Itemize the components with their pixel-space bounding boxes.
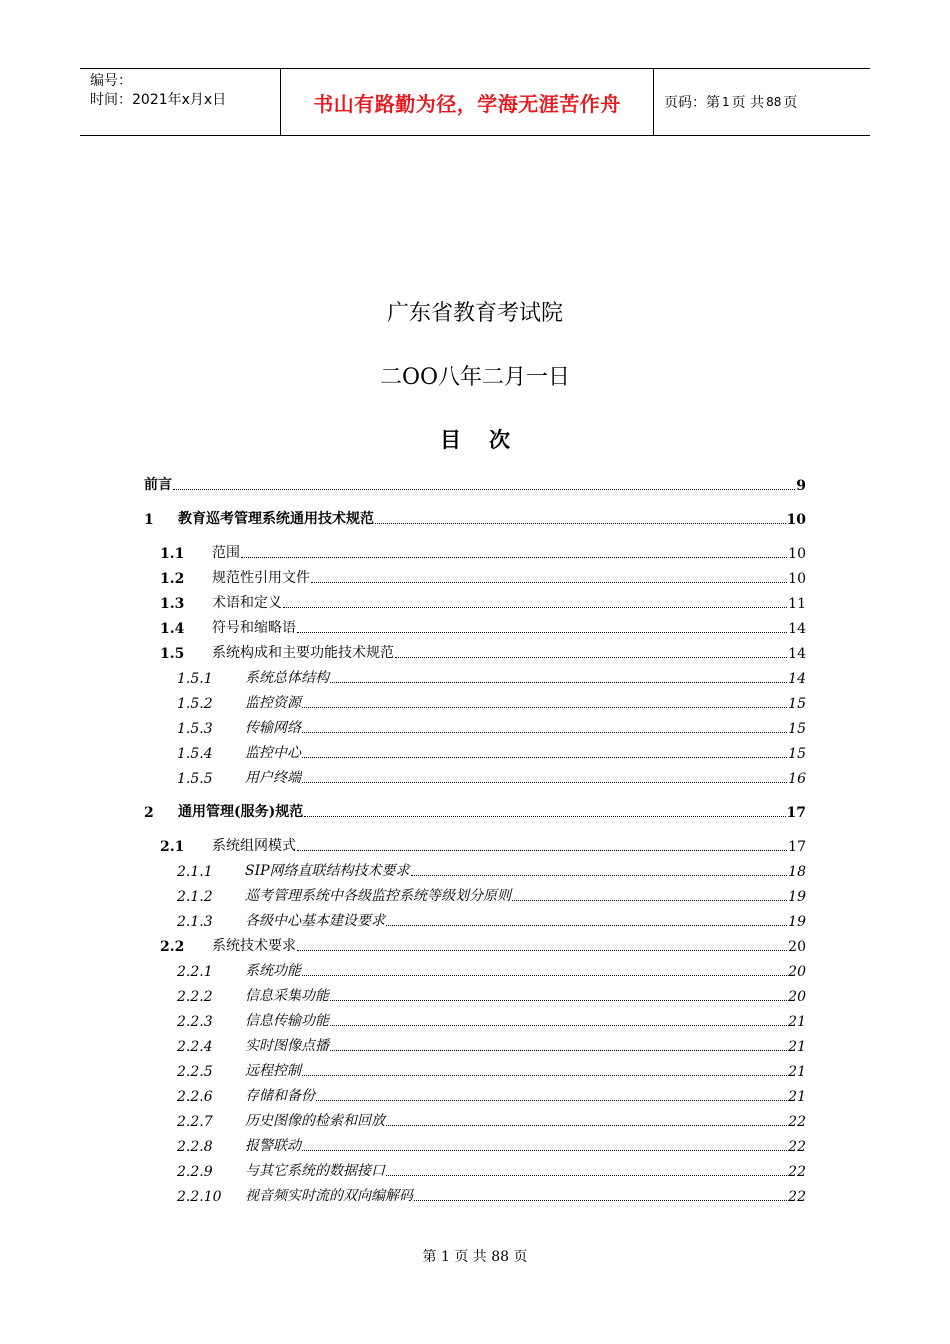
toc-entry-page: 10 — [788, 546, 806, 562]
toc-dot-leader — [283, 606, 787, 608]
toc-entry[interactable] — [144, 910, 806, 930]
toc-entry-page: 15 — [788, 721, 806, 737]
toc-entry-title: 术语和定义 — [212, 595, 282, 611]
toc-entry-title: 通用管理(服务)规范 — [178, 804, 304, 820]
toc-entry-title: 巡考管理系统中各级监控系统等级划分原则 — [245, 888, 511, 904]
header-time-label: 时间：2021年x月x日 — [90, 92, 227, 108]
toc-entry-number: 2.2 — [160, 939, 185, 955]
toc-dot-leader — [411, 874, 788, 876]
toc-entry-title: 系统构成和主要功能技术规范 — [212, 645, 394, 661]
toc-entry-page: 20 — [788, 964, 806, 980]
toc-dot-leader — [311, 581, 787, 583]
toc-entry-number: 2.2.5 — [177, 1064, 213, 1080]
toc-entry-title: 用户终端 — [245, 770, 301, 786]
footer-current: 1 — [440, 1249, 450, 1265]
toc-entry-number: 1.5 — [160, 646, 185, 662]
toc-dot-leader — [304, 815, 785, 817]
toc-dot-leader — [512, 899, 787, 901]
toc-entry-page: 14 — [788, 646, 806, 662]
toc-title — [0, 424, 950, 454]
toc-entry[interactable] — [144, 985, 806, 1005]
toc-entry-number: 1.5.4 — [177, 746, 213, 762]
toc-entry-page: 17 — [786, 805, 806, 821]
toc-entry-title: SIP网络直联结构技术要求 — [245, 863, 410, 879]
toc-entry-title: 系统组网模式 — [212, 838, 296, 854]
toc-entry-page: 19 — [788, 914, 806, 930]
document-date: 二OO八年二月一日 — [379, 365, 571, 390]
toc-entry[interactable] — [144, 860, 806, 880]
toc-title-a: 目 — [440, 427, 461, 452]
toc-dot-leader — [173, 488, 795, 490]
toc-entry[interactable] — [144, 960, 806, 980]
toc-entry[interactable] — [144, 1135, 806, 1155]
toc-dot-leader — [302, 781, 787, 783]
toc-entry-number: 2.2.3 — [177, 1014, 213, 1030]
toc-entry[interactable] — [144, 717, 806, 737]
toc-entry-title: 规范性引用文件 — [212, 570, 310, 586]
toc-title-b: 次 — [489, 427, 510, 452]
toc-entry-title: 监控中心 — [245, 745, 301, 761]
organization-name: 广东省教育考试院 — [386, 301, 563, 326]
footer-suffix: 页 — [513, 1249, 528, 1265]
toc-entry-page: 14 — [788, 671, 806, 687]
toc-entry-page: 21 — [788, 1014, 806, 1030]
toc-entry-page: 18 — [788, 864, 806, 880]
toc-entry[interactable] — [144, 1010, 806, 1030]
toc-dot-leader — [302, 1149, 787, 1151]
toc-entry[interactable] — [144, 542, 806, 562]
page-header — [80, 68, 870, 136]
toc-entry-page: 19 — [788, 889, 806, 905]
toc-entry-number: 2 — [144, 805, 154, 821]
toc-entry-title: 系统技术要求 — [212, 938, 296, 954]
toc-entry-number: 2.2.2 — [177, 989, 213, 1005]
footer-mid: 页 共 — [454, 1249, 487, 1265]
toc-entry[interactable] — [144, 667, 806, 687]
toc-entry[interactable] — [144, 1060, 806, 1080]
toc-dot-leader — [330, 1024, 787, 1026]
toc-entry-page: 14 — [788, 621, 806, 637]
toc-entry-title: 范围 — [212, 545, 240, 561]
toc-entry-number: 2.2.10 — [177, 1189, 222, 1205]
page-footer — [0, 1246, 950, 1266]
toc-entry-title: 监控资源 — [245, 695, 301, 711]
toc-entry-title: 存储和备份 — [245, 1088, 315, 1104]
toc-entry-number: 2.2.6 — [177, 1089, 213, 1105]
toc-entry-page: 17 — [788, 839, 806, 855]
toc-entry-title: 各级中心基本建设要求 — [245, 913, 385, 929]
toc-entry[interactable] — [144, 767, 806, 787]
toc-entry-title: 信息传输功能 — [245, 1013, 329, 1029]
header-motto: 书山有路勤为径，学海无涯苦作舟 — [281, 69, 654, 135]
toc-entry-page: 22 — [788, 1164, 806, 1180]
toc-entry-number: 1 — [144, 512, 154, 528]
toc-dot-leader — [302, 731, 787, 733]
toc-entry[interactable] — [144, 885, 806, 905]
header-page-suffix: 页 — [783, 95, 798, 111]
toc-entry-title: 与其它系统的数据接口 — [245, 1163, 385, 1179]
toc-entry-page: 10 — [786, 512, 806, 528]
toc-entry-page: 9 — [796, 478, 806, 494]
toc-entry-title: 教育巡考管理系统通用技术规范 — [178, 511, 374, 527]
toc-entry-number: 2.1 — [160, 839, 185, 855]
toc-dot-leader — [302, 974, 787, 976]
header-page-prefix: 页码：第 — [664, 95, 720, 111]
toc-entry-page: 22 — [788, 1139, 806, 1155]
toc-entry[interactable] — [144, 592, 806, 612]
toc-entry-title: 远程控制 — [245, 1063, 301, 1079]
toc-dot-leader — [302, 706, 787, 708]
toc-entry-page: 20 — [788, 939, 806, 955]
toc-entry-number: 1.5.1 — [177, 671, 213, 687]
toc-entry[interactable] — [144, 1035, 806, 1055]
toc-entry-number: 1.3 — [160, 596, 185, 612]
toc-dot-leader — [395, 656, 787, 658]
toc-entry-page: 22 — [788, 1114, 806, 1130]
toc-entry-title: 历史图像的检索和回放 — [245, 1113, 385, 1129]
toc-entry[interactable] — [144, 617, 806, 637]
toc-entry-title: 系统总体结构 — [245, 670, 329, 686]
toc-dot-leader — [297, 849, 787, 851]
header-page-total: 88 — [766, 95, 782, 109]
toc-dot-leader — [414, 1199, 787, 1201]
toc-entry-number: 2.2.8 — [177, 1139, 213, 1155]
toc-entry-page: 15 — [788, 696, 806, 712]
footer-prefix: 第 — [422, 1249, 437, 1265]
toc-entry-title: 实时图像点播 — [245, 1038, 329, 1054]
toc-dot-leader — [302, 1074, 787, 1076]
footer-total: 88 — [491, 1249, 510, 1265]
toc-entry[interactable] — [144, 692, 806, 712]
toc-entry-page: 21 — [788, 1064, 806, 1080]
toc-entry[interactable] — [144, 801, 806, 821]
toc-entry-page: 21 — [788, 1089, 806, 1105]
toc-entry-page: 15 — [788, 746, 806, 762]
toc-entry-number: 1.5.3 — [177, 721, 213, 737]
toc-entry-number: 2.2.1 — [177, 964, 213, 980]
toc-dot-leader — [297, 949, 787, 951]
toc-entry-number: 1.4 — [160, 621, 185, 637]
header-number-label: 编号： — [90, 73, 132, 89]
toc-entry-number: 2.2.9 — [177, 1164, 213, 1180]
toc-dot-leader — [330, 681, 787, 683]
header-page-current: 1 — [722, 95, 730, 109]
toc-entry[interactable] — [144, 642, 806, 662]
toc-entry[interactable] — [144, 567, 806, 587]
toc-entry-page: 10 — [788, 571, 806, 587]
toc-entry-page: 21 — [788, 1039, 806, 1055]
toc-dot-leader — [297, 631, 787, 633]
toc-entry-number: 1.2 — [160, 571, 185, 587]
toc-entry-number: 2.1.1 — [177, 864, 213, 880]
toc-entry-title: 信息采集功能 — [245, 988, 329, 1004]
header-page-info — [654, 69, 870, 135]
toc-entry-title: 报警联动 — [245, 1138, 301, 1154]
toc-dot-leader — [316, 1099, 787, 1101]
toc-entry-title: 前言 — [144, 477, 172, 493]
toc-entry-page: 16 — [788, 771, 806, 787]
toc-entry-page: 11 — [788, 596, 806, 612]
toc-dot-leader — [330, 1049, 787, 1051]
toc-entry[interactable] — [144, 474, 806, 494]
toc-entry[interactable] — [144, 1085, 806, 1105]
toc-entry[interactable] — [144, 742, 806, 762]
toc-entry-number: 2.2.7 — [177, 1114, 213, 1130]
toc-entry-number: 1.1 — [160, 546, 185, 562]
toc-dot-leader — [386, 1174, 787, 1176]
toc-entry-title: 符号和缩略语 — [212, 620, 296, 636]
header-page-mid: 页 共 — [731, 95, 765, 111]
toc-entry-title: 视音频实时流的双向编解码 — [245, 1188, 413, 1204]
toc-entry-number: 1.5.2 — [177, 696, 213, 712]
toc-entry-title: 系统功能 — [245, 963, 301, 979]
toc-entry[interactable] — [144, 935, 806, 955]
toc-entry-number: 2.2.4 — [177, 1039, 213, 1055]
toc-entry[interactable] — [144, 508, 806, 528]
toc-entry-number: 2.1.2 — [177, 889, 213, 905]
toc-dot-leader — [241, 556, 787, 558]
toc-entry[interactable] — [144, 1160, 806, 1180]
toc-entry[interactable] — [144, 1185, 806, 1205]
toc-entry-number: 2.1.3 — [177, 914, 213, 930]
toc-dot-leader — [386, 1124, 787, 1126]
header-meta — [80, 69, 281, 135]
toc-dot-leader — [375, 522, 786, 524]
toc-entry-number: 1.5.5 — [177, 771, 213, 787]
toc-entry[interactable] — [144, 1110, 806, 1130]
toc-entry[interactable] — [144, 835, 806, 855]
toc-entry-page: 22 — [788, 1189, 806, 1205]
toc-dot-leader — [330, 999, 787, 1001]
toc-entry-title: 传输网络 — [245, 720, 301, 736]
toc-dot-leader — [386, 924, 787, 926]
toc-dot-leader — [302, 756, 787, 758]
toc-entry-page: 20 — [788, 989, 806, 1005]
